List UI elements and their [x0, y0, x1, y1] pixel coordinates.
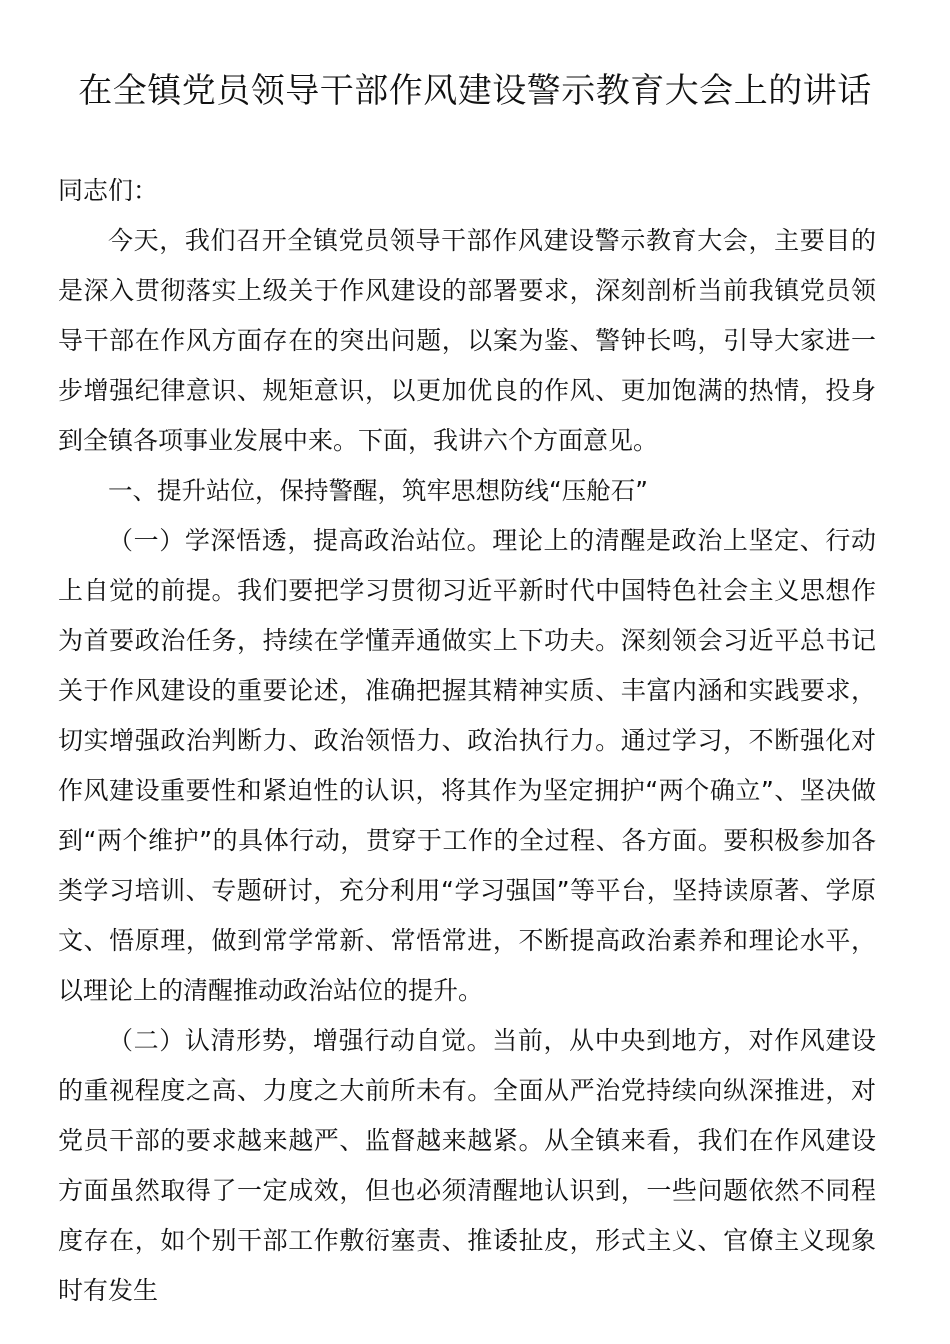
salutation: 同志们：: [58, 176, 159, 205]
paragraph-section-1-2: （二）认清形势，增强行动自觉。当前，从中央到地方，对作风建设的重视程度之高、力度之大前所未有。全面从严治党持续向纵深推进，对党员干部的要求越来越严、监督越来越紧。从全镇来看，我们在作风建设方面虽然取得了一定成效，但也必须清醒地认识到，一些问题依然不同程度存在，如个别干部工作敷衍塞责、推诿扯皮，形式主义、官僚主义现象时有发生: [58, 1026, 876, 1305]
paragraph-intro: 今天，我们召开全镇党员领导干部作风建设警示教育大会，主要目的是深入贯彻落实上级关于作风建设的部署要求，深刻剖析当前我镇党员领导干部在作风方面存在的突出问题，以案为鉴、警钟长鸣，引导大家进一步增强纪律意识、规矩意识，以更加优良的作风、更加饱满的热情，投身到全镇各项事业发展中来。下面，我讲六个方面意见。: [58, 226, 876, 455]
document-body: [58, 166, 876, 1316]
section-heading-1: 一、提升站位，保持警醒，筑牢思想防线“压舱石”: [108, 476, 648, 505]
paragraph-section-1-1: （一）学深悟透，提高政治站位。理论上的清醒是政治上坚定、行动上自觉的前提。我们要把学习贯彻习近平新时代中国特色社会主义思想作为首要政治任务，持续在学懂弄通做实上下功夫。深刻领会习近平总书记关于作风建设的重要论述，准确把握其精神实质、丰富内涵和实践要求，切实增强政治判断力、政治领悟力、政治执行力。通过学习，不断强化对作风建设重要性和紧迫性的认识，将其作为坚定拥护“两个确立”、坚决做到“两个维护”的具体行动，贯穿于工作的全过程、各方面。要积极参加各类学习培训、专题研讨，充分利用“学习强国”等平台，坚持读原著、学原文、悟原理，做到常学常新、常悟常进，不断提高政治素养和理论水平，以理论上的清醒推动政治站位的提升。: [58, 526, 876, 1005]
document-title: 在全镇党员领导干部作风建设警示教育大会上的讲话: [78, 71, 872, 111]
